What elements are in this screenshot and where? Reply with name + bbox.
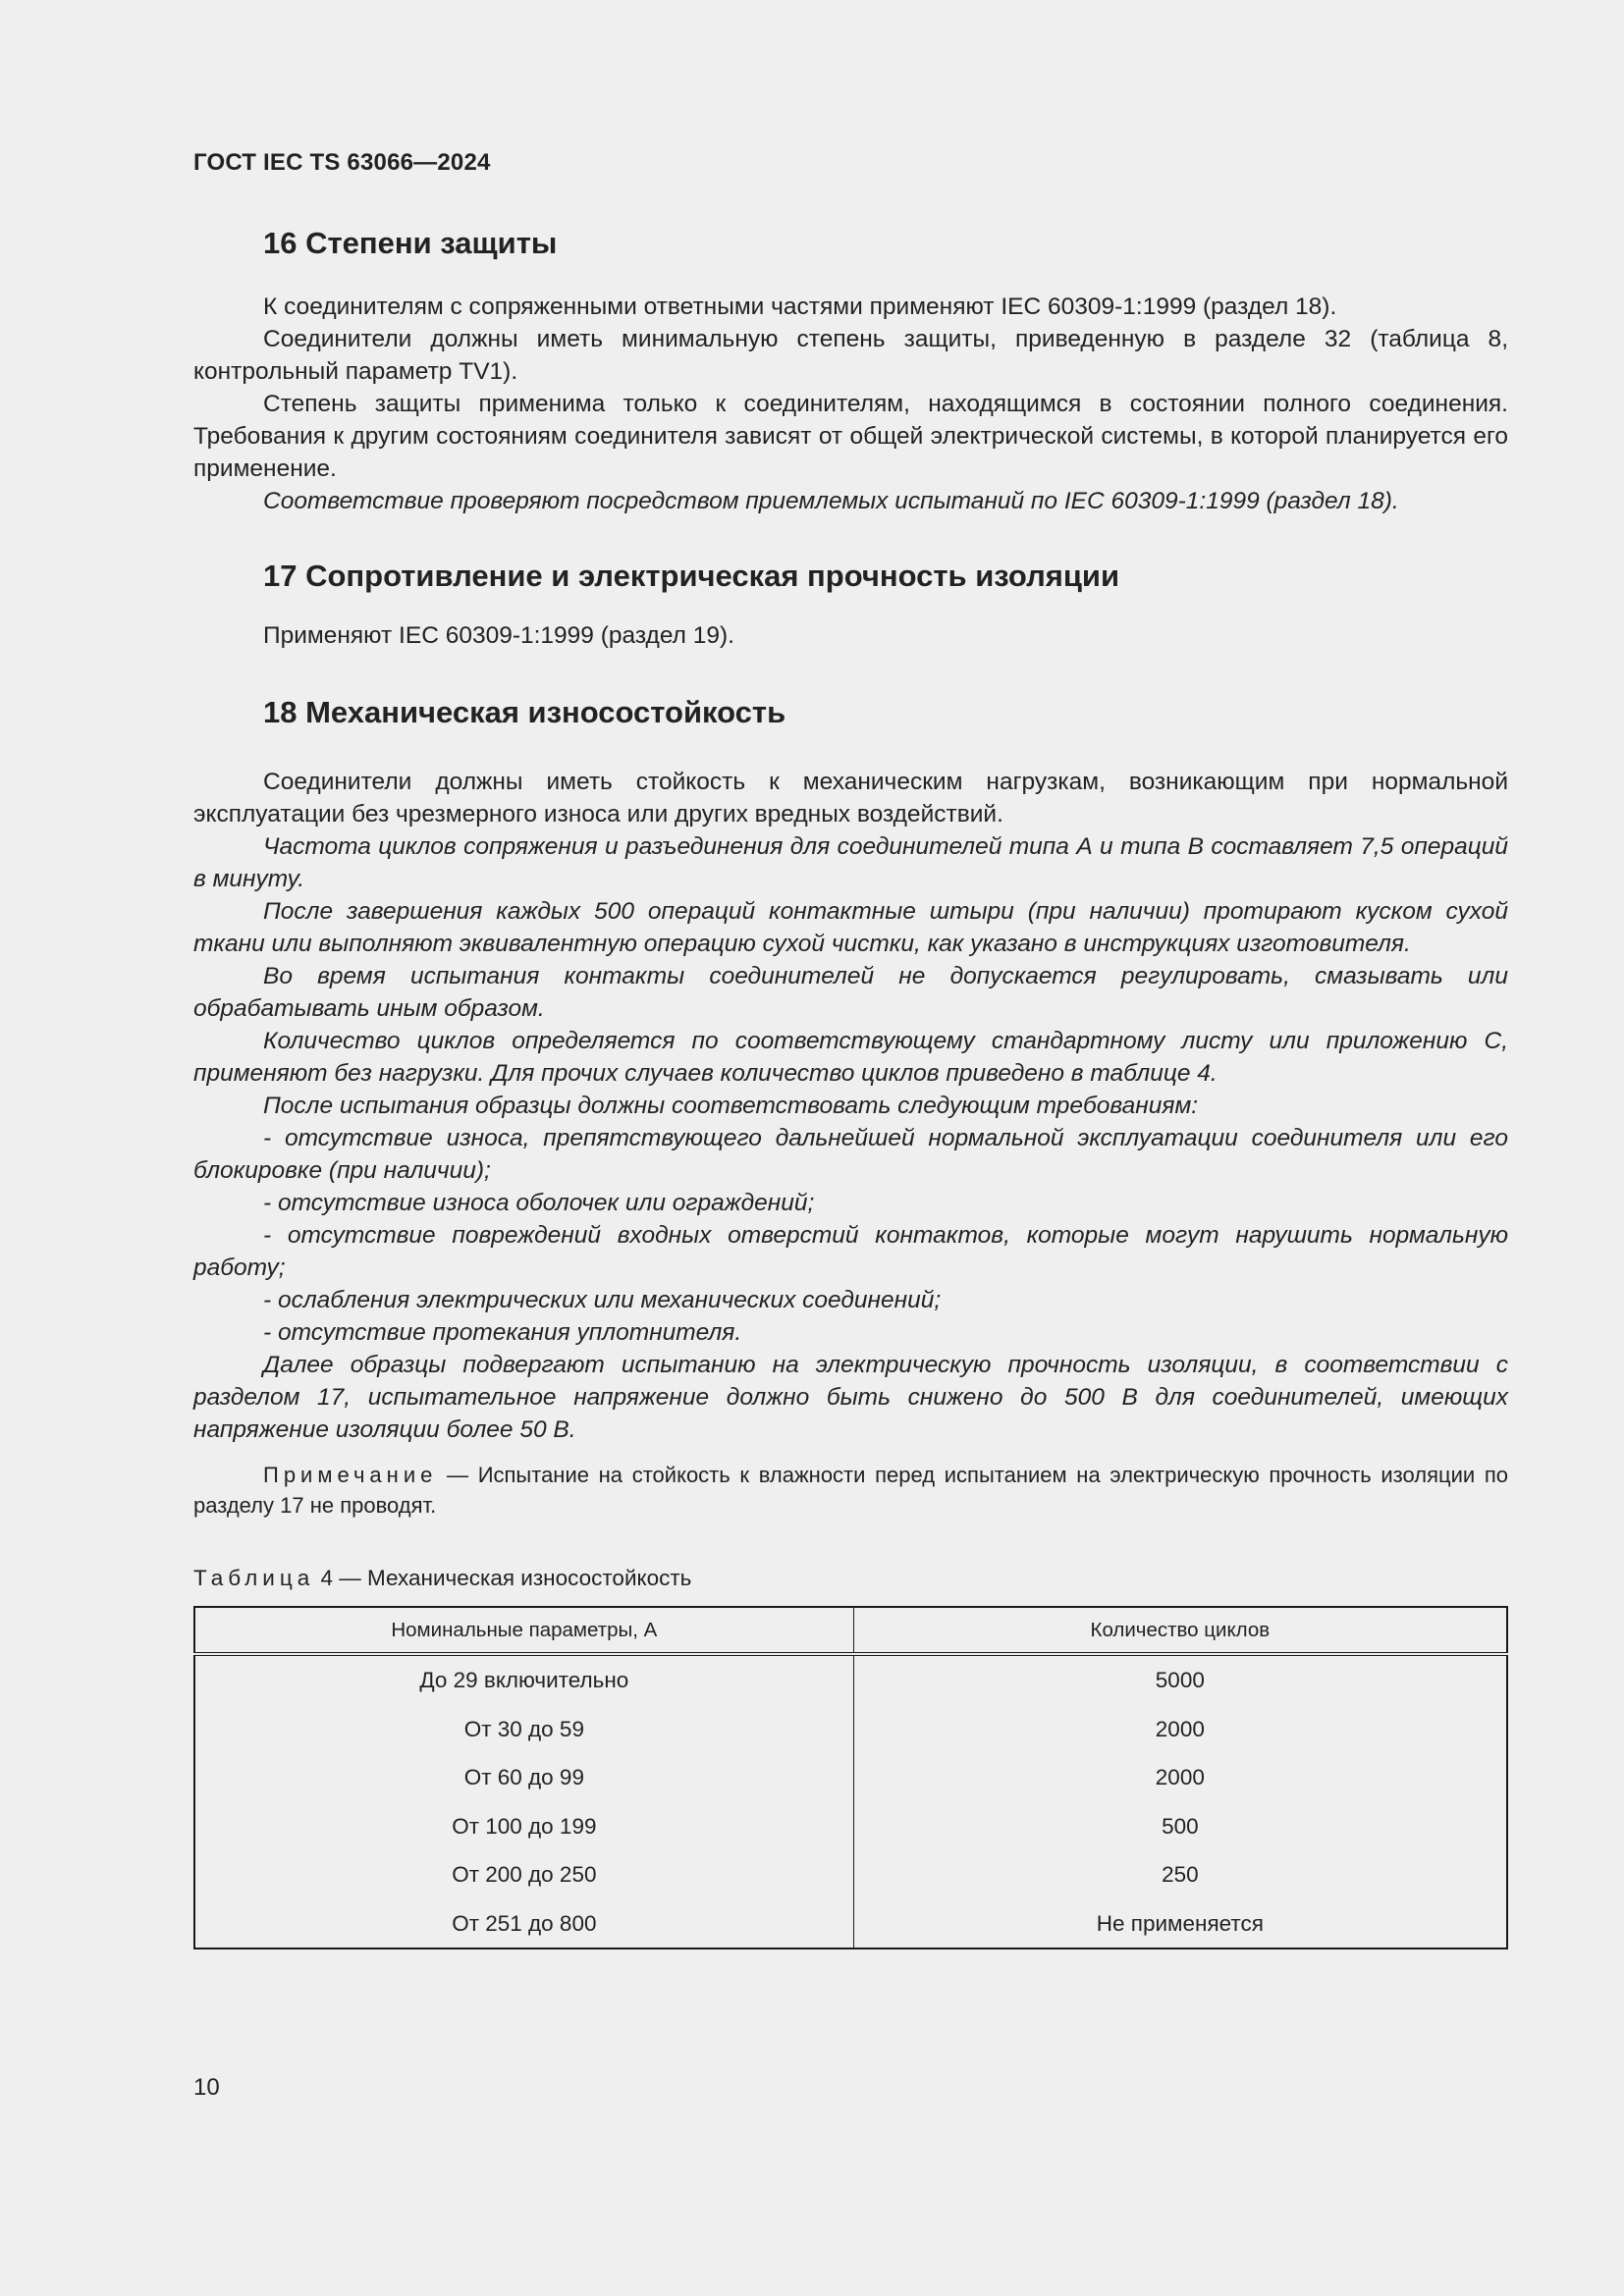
table-cell: 5000	[1155, 1668, 1205, 1693]
paragraph: Соединители должны иметь стойкость к механическим нагрузкам, возникающим при нормальной эксплуатации без чрезмерного износа или других вредных воздействий.	[193, 769, 1508, 828]
paragraph: Соединители должны иметь минимальную степень защиты, приведенную в разделе 32 (таблица 8, контрольный параметр TV1).	[193, 326, 1508, 385]
table-cell: Не применяется	[1096, 1910, 1264, 1936]
list-item: - отсутствие износа оболочек или ограждений;	[263, 1190, 815, 1216]
table-cell: От 251 до 800	[194, 1899, 853, 1949]
section-18-body	[193, 766, 1508, 1521]
paragraph: Далее образцы подвергают испытанию на электрическую прочность изоляции, в соответствии с разделом 17, испытательное напряжение должно быть снижено до 500 В для соединителей, имеющих напряжение изоляции более 50 В.	[193, 1352, 1508, 1443]
table-row	[194, 1802, 1507, 1851]
table-cell: 250	[1162, 1862, 1199, 1888]
paragraph: После завершения каждых 500 операций контактные штыри (при наличии) протирают куском сухой ткани или выполняют эквивалентную операцию сухой чистки, как указано в инструкциях изготовителя.	[193, 898, 1508, 957]
table-cell: От 30 до 59	[194, 1705, 853, 1754]
note-text: — Испытание на стойкость к влажности перед испытанием на электрическую прочность изоляции по разделу 17 не проводят.	[193, 1463, 1508, 1518]
section-18-title: 18 Механическая износостойкость	[263, 695, 786, 729]
table-cell: От 100 до 199	[194, 1802, 853, 1851]
table-header-row	[194, 1607, 1507, 1654]
list-item: - отсутствие износа, препятствующего дальнейшей нормальной эксплуатации соединителя или его блокировке (при наличии);	[193, 1125, 1508, 1184]
section-16-title: 16 Степени защиты	[263, 226, 558, 260]
table-cell: 500	[1162, 1813, 1199, 1839]
table-cell: От 60 до 99	[194, 1753, 853, 1802]
section-17-title: 17 Сопротивление и электрическая прочность изоляции	[263, 559, 1120, 593]
page-number: 10	[193, 2074, 220, 2101]
paragraph: Во время испытания контакты соединителей не допускается регулировать, смазывать или обрабатывать иным образом.	[193, 963, 1508, 1022]
page-content	[193, 224, 1508, 1949]
table-row	[194, 1705, 1507, 1754]
paragraph: Применяют IEC 60309-1:1999 (раздел 19).	[263, 622, 734, 649]
table-4	[193, 1606, 1508, 1949]
paragraph: Количество циклов определяется по соответствующему стандартному листу или приложению С, применяют без нагрузки. Для прочих случаев количество циклов приведено в таблице 4.	[193, 1028, 1508, 1087]
table-caption-text: 4 — Механическая износостойкость	[314, 1566, 692, 1590]
list-item: - ослабления электрических или механических соединений;	[263, 1287, 942, 1313]
table-cell: 2000	[1155, 1716, 1205, 1741]
table-row	[194, 1899, 1507, 1949]
table-caption	[193, 1564, 1508, 1593]
paragraph: После испытания образцы должны соответствовать следующим требованиям:	[263, 1093, 1199, 1119]
table-cell: До 29 включительно	[194, 1654, 853, 1705]
paragraph: Частота циклов сопряжения и разъединения для соединителей типа А и типа В составляет 7,5 операций в минуту.	[193, 833, 1508, 892]
table-caption-label: Таблица	[193, 1566, 315, 1590]
table-header-cell: Количество циклов	[853, 1607, 1507, 1654]
note-label: Примечание	[263, 1463, 438, 1487]
section-17-body	[193, 619, 1508, 652]
section-16-body	[193, 291, 1508, 517]
compliance-paragraph: Соответствие проверяют посредством приемлемых испытаний по IEC 60309-1:1999 (раздел 18).	[263, 488, 1399, 514]
table-row	[194, 1753, 1507, 1802]
table-cell: От 200 до 250	[194, 1850, 853, 1899]
table-row	[194, 1850, 1507, 1899]
paragraph: К соединителям с сопряженными ответными частями применяют IEC 60309-1:1999 (раздел 18).	[263, 294, 1337, 320]
list-item: - отсутствие протекания уплотнителя.	[263, 1319, 742, 1346]
paragraph: Степень защиты применима только к соединителям, находящимся в состоянии полного соединения. Требования к другим состояниям соединителя зависят от общей электрической системы, в которой планируется его применение.	[193, 391, 1508, 482]
document-header: ГОСТ IEC TS 63066—2024	[193, 149, 491, 176]
table-header-cell: Номинальные параметры, А	[194, 1607, 853, 1654]
note	[193, 1460, 1508, 1521]
table-cell: 2000	[1155, 1765, 1205, 1790]
table-row	[194, 1654, 1507, 1705]
list-item: - отсутствие повреждений входных отверстий контактов, которые могут нарушить нормальную работу;	[193, 1222, 1508, 1281]
